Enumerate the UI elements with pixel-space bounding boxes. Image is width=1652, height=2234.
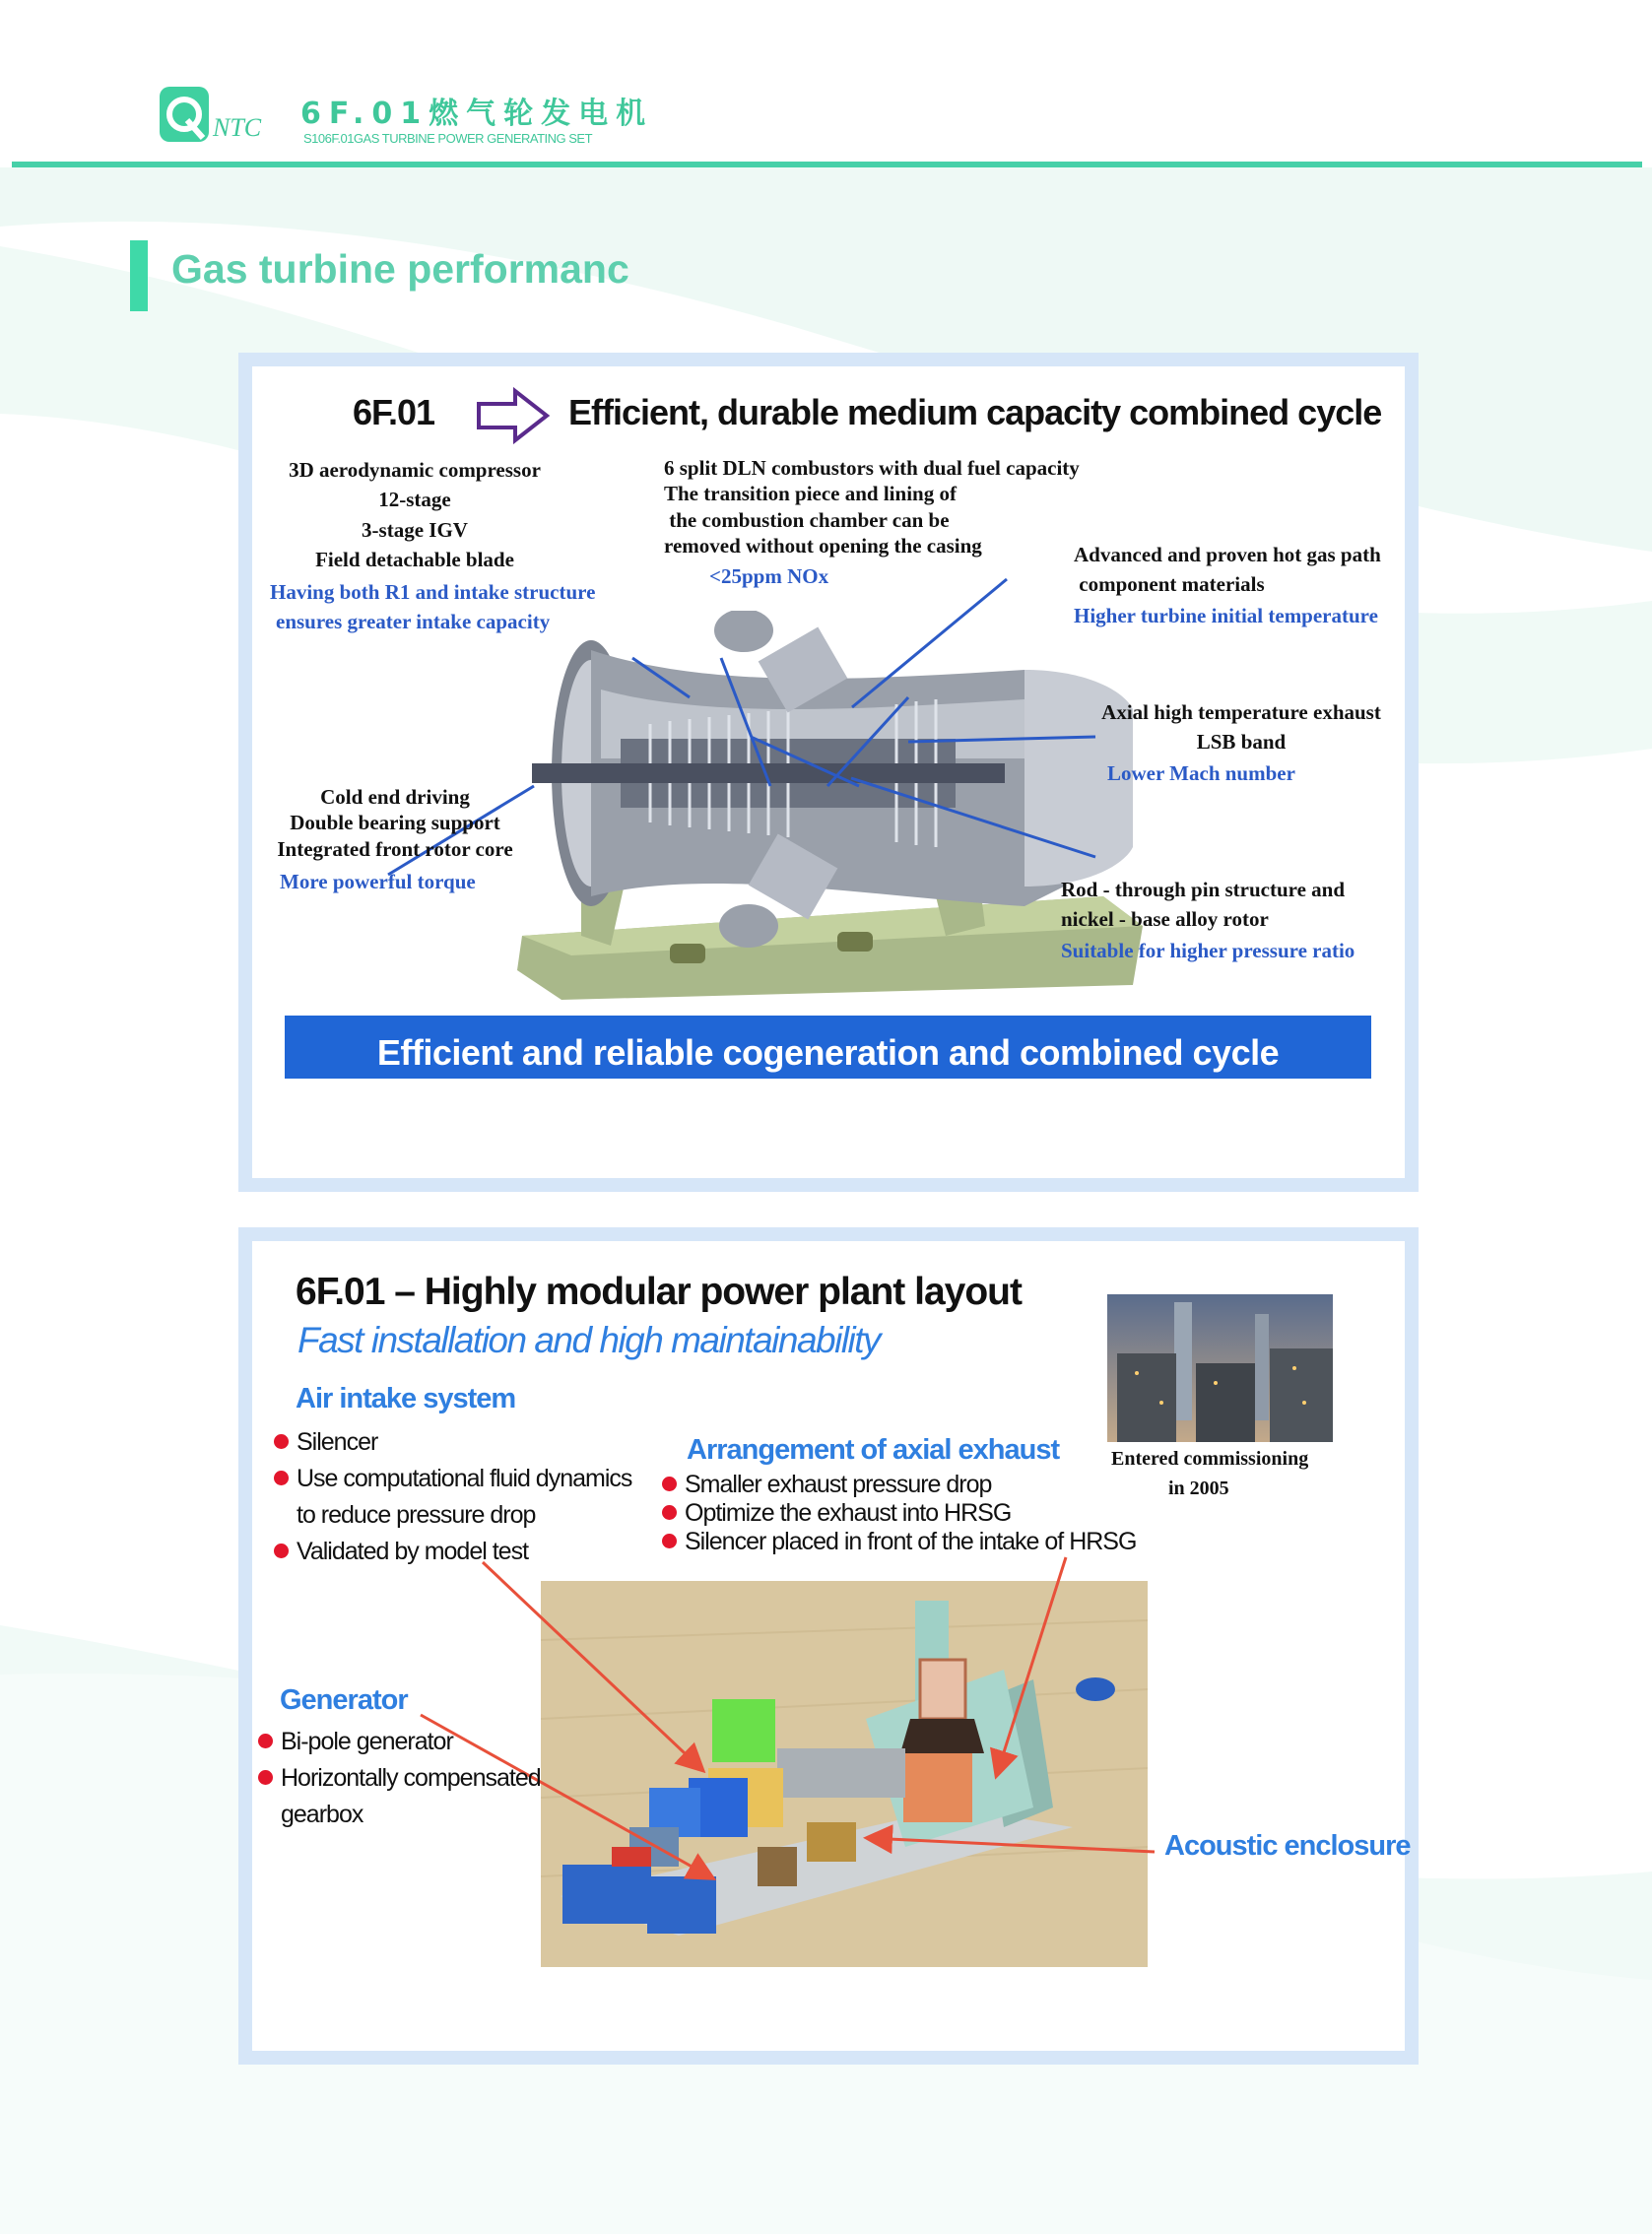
panel1-headline: Efficient, durable medium capacity combined cycle <box>568 392 1382 432</box>
photo-caption: Entered commissioning in 2005 <box>1111 1448 1309 1499</box>
cold-end-benefit: More powerful torque <box>280 870 476 893</box>
layout-callout-arrows <box>238 1227 1419 2065</box>
combustor-callout: 6 split DLN combustors with dual fuel capacity The transition piece and lining of the combustion chamber can be removed without opening the casing <box>664 456 1080 558</box>
bullet-icon <box>258 1770 273 1785</box>
header-rule <box>12 162 1642 167</box>
exhaust-benefit: Lower Mach number <box>1107 761 1295 785</box>
cold-end-callout: Cold end driving Double bearing support Integrated front rotor core <box>277 785 513 861</box>
air-intake-list: Silencer Use computational fluid dynamics to reduce pressure drop Validated by model test <box>274 1424 631 1570</box>
generator-heading: Generator <box>280 1684 408 1716</box>
cogeneration-banner: Efficient and reliable cogeneration and combined cycle <box>285 1016 1371 1079</box>
generator-list: Bi-pole generator Horizontally compensated gearbox <box>258 1724 541 1833</box>
exhaust-callout: Axial high temperature exhaust LSB band <box>1101 700 1381 755</box>
section-accent-bar <box>130 240 148 311</box>
panel2-subtitle: Fast installation and high maintainability <box>297 1320 881 1360</box>
axial-exhaust-list: Smaller exhaust pressure drop Optimize the exhaust into HRSG Silencer placed in front of the intake of HRSG <box>662 1471 1136 1556</box>
nox-benefit: <25ppm NOx <box>709 564 829 588</box>
header-title: 6F.01燃气轮发电机 <box>300 97 654 131</box>
rotor-benefit: Suitable for higher pressure ratio <box>1061 939 1355 962</box>
air-intake-heading: Air intake system <box>296 1383 516 1414</box>
model-label: 6F.01 <box>353 392 435 432</box>
compressor-benefit: Having both R1 and intake structure ensures greater intake capacity <box>270 580 596 634</box>
bullet-icon <box>258 1734 273 1748</box>
section-title: Gas turbine performanc <box>171 246 629 292</box>
svg-text:NTC: NTC <box>213 113 262 142</box>
axial-exhaust-heading: Arrangement of axial exhaust <box>687 1434 1060 1466</box>
hot-gas-callout: Advanced and proven hot gas path component materials <box>1074 543 1381 597</box>
header-subtitle: S106F.01GAS TURBINE POWER GENERATING SET <box>303 131 593 146</box>
ntc-logo <box>158 85 266 146</box>
acoustic-enclosure-label: Acoustic enclosure <box>1164 1830 1411 1862</box>
rotor-callout: Rod - through pin structure and nickel - base alloy rotor <box>1061 878 1346 932</box>
compressor-callout: 3D aerodynamic compressor 12-stage 3-stage IGV Field detachable blade <box>289 458 541 572</box>
panel2-title: 6F.01 – Highly modular power plant layout <box>296 1271 1022 1313</box>
hot-gas-benefit: Higher turbine initial temperature <box>1074 604 1378 627</box>
